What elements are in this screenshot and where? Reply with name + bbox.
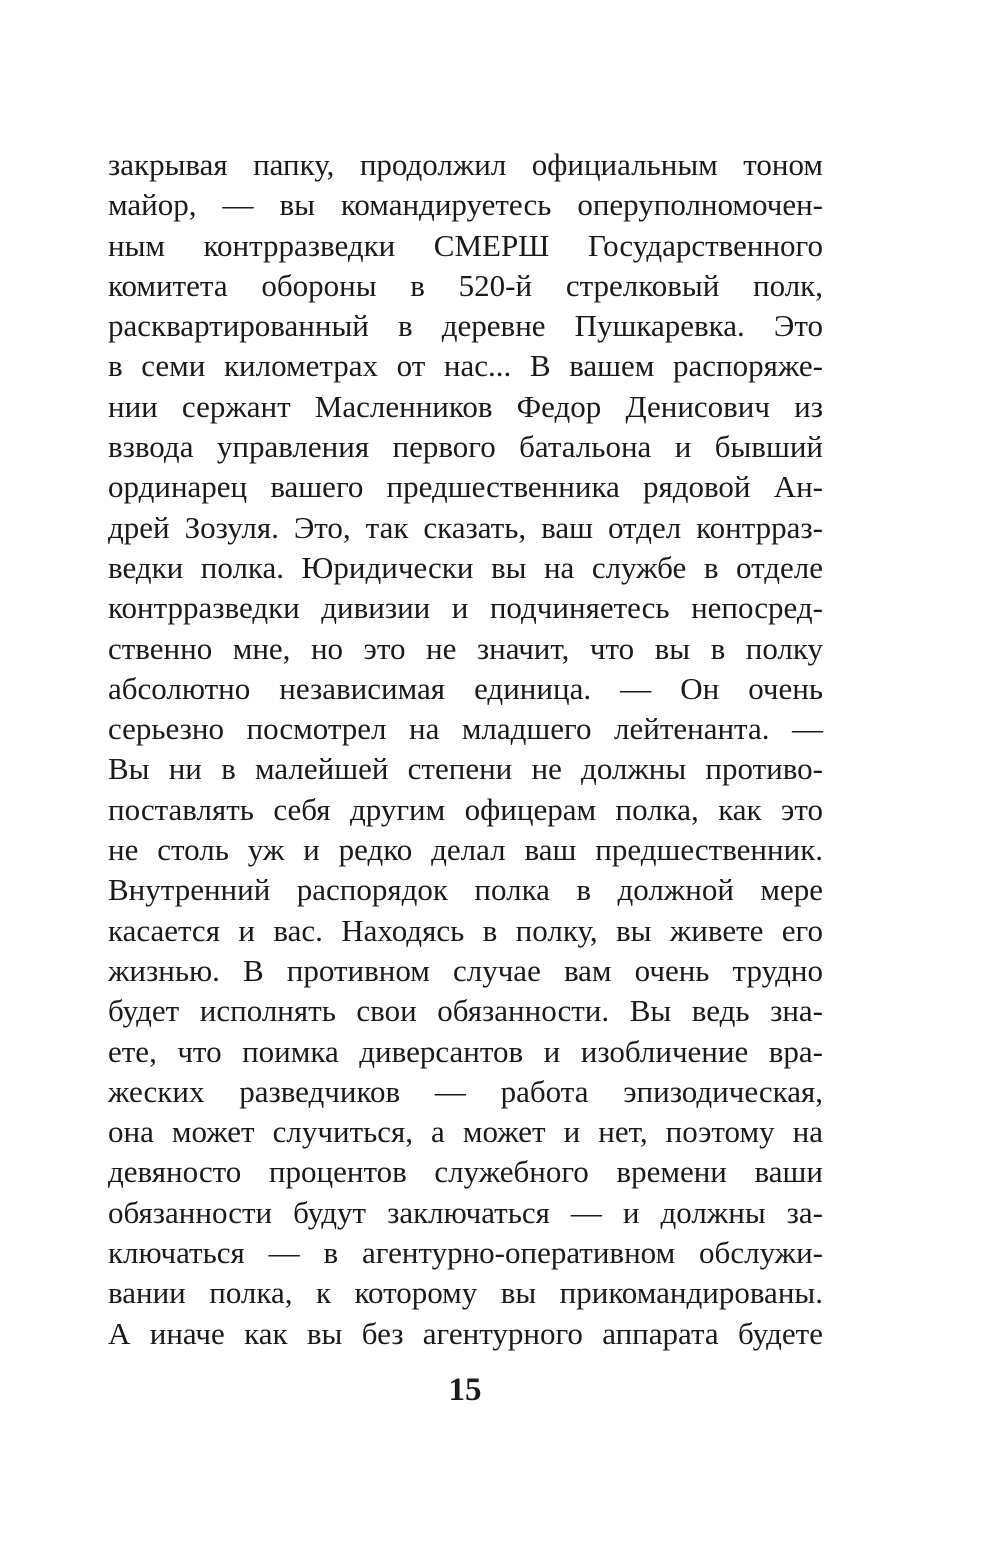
text-line: ординарец вашего предшественника рядовой Ан- [108,469,823,505]
text-line: жеских разведчиков — работа эпизодическая, [108,1073,823,1109]
text-line: А иначе как вы без агентурного аппарата будете [108,1315,823,1351]
text-line: она может случиться, а может и нет, поэтому на [108,1114,823,1150]
text-line: расквартированный в деревне Пушкаревка. Это [108,308,823,344]
text-line: поставлять себя другим офицерам полка, как это [108,791,823,827]
text-line: ственно мне, но это не значит, что вы в полку [108,630,823,666]
text-line: закрывая папку, продолжил официальным тоном [108,147,823,182]
text-line: комитета обороны в 520-й стрелковый полк, [108,267,823,303]
text-line: девяносто процентов служебного времени ваши [108,1154,823,1190]
page-number: 15 [448,1372,482,1408]
text-line: ведки полка. Юридически вы на службе в отделе [108,549,823,585]
text-line: серьезно посмотрел на младшего лейтенанта. — [108,711,823,747]
text-line: будет исполнять свои обязанности. Вы ведь зна- [108,993,823,1029]
text-line: абсолютно независимая единица. — Он очень [108,670,823,706]
text-line: майор, — вы командируетесь оперуполномочен- [108,187,823,223]
text-line: нии сержант Масленников Федор Денисович из [108,388,823,424]
text-line: в семи километрах от нас... В вашем распоряже- [108,348,823,384]
text-line: взвода управления первого батальона и бывший [108,429,823,465]
text-line: ным контрразведки СМЕРШ Государственного [108,227,823,263]
text-line: вании полка, к которому вы прикомандированы. [108,1275,823,1311]
text-line: Внутренний распорядок полка в должной мере [108,872,823,908]
text-line: контрразведки дивизии и подчиняетесь непосред- [108,590,823,626]
text-line: ключаться — в агентурно-оперативном обслужи- [108,1235,823,1271]
text-line: не столь уж и редко делал ваш предшественник. [108,832,823,868]
text-line: Вы ни в малейшей степени не должны противо- [108,751,823,787]
text-line: ете, что поимка диверсантов и изобличение вра- [108,1033,823,1069]
text-line: дрей Зозуля. Это, так сказать, ваш отдел контрраз- [108,509,823,545]
text-line: касается и вас. Находясь в полку, вы живете его [108,912,823,948]
body-text [108,145,823,1354]
text-line: обязанности будут заключаться — и должны за- [108,1194,823,1230]
text-line: жизнью. В противном случае вам очень трудно [108,952,823,988]
